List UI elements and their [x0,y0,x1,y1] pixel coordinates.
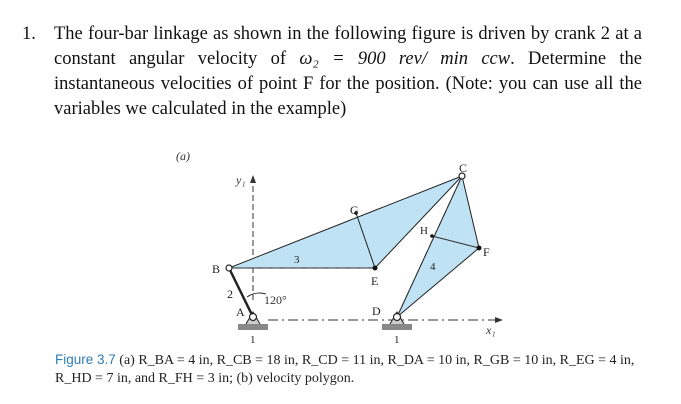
label-a: A [236,305,245,319]
angular-velocity: ω₂ = 900 rev/ min ccw [299,49,511,69]
problem-text-part2: . Determine the instantaneous velocities of point F for the position. (Note: you can use all the variables we calculated in the example) [54,49,642,119]
point-e [373,266,378,271]
joint-b [226,265,232,271]
label-b: B [212,262,221,276]
pivot-a [250,314,257,321]
label-ground-d: 1 [394,334,400,346]
label-link-4: 4 [430,261,436,273]
point-h [430,234,434,238]
problem-text-part1: The four-bar linkage as shown in the following figure is driven by crank 2 at a constant angular velocity of [54,24,642,69]
label-h: H [420,225,428,237]
angle-label: 120° [264,293,287,307]
caption-text: (a) R_BA = 4 in, R_CB = 18 in, R_CD = 11 in, R_DA = 10 in, R_GB = 10 in, R_EG = 4 in, R_HD = 7 in, and R_FH = 3 in; (b) velocity polygon. [55,353,635,386]
label-c: C [459,161,468,175]
label-ground-a: 1 [250,334,256,346]
pivot-d [394,314,401,321]
label-e: E [371,274,379,288]
panel-label: (a) [176,149,190,163]
y-axis-label: y₁ [236,173,246,187]
ground-d [382,324,412,330]
label-f: F [483,245,490,259]
label-d: D [372,304,381,318]
problem-number: 1. [22,24,36,44]
x-axis-label: x₁ [486,323,496,337]
caption-label: Figure 3.7 [55,352,116,367]
label-link-2: 2 [227,287,233,301]
figure-caption [55,351,635,388]
y-axis-arrow [250,175,256,183]
label-link-3: 3 [294,254,300,266]
x-axis-arrow [495,317,503,323]
label-g: G [350,203,359,217]
ground-a [238,324,268,330]
point-f [477,246,482,251]
